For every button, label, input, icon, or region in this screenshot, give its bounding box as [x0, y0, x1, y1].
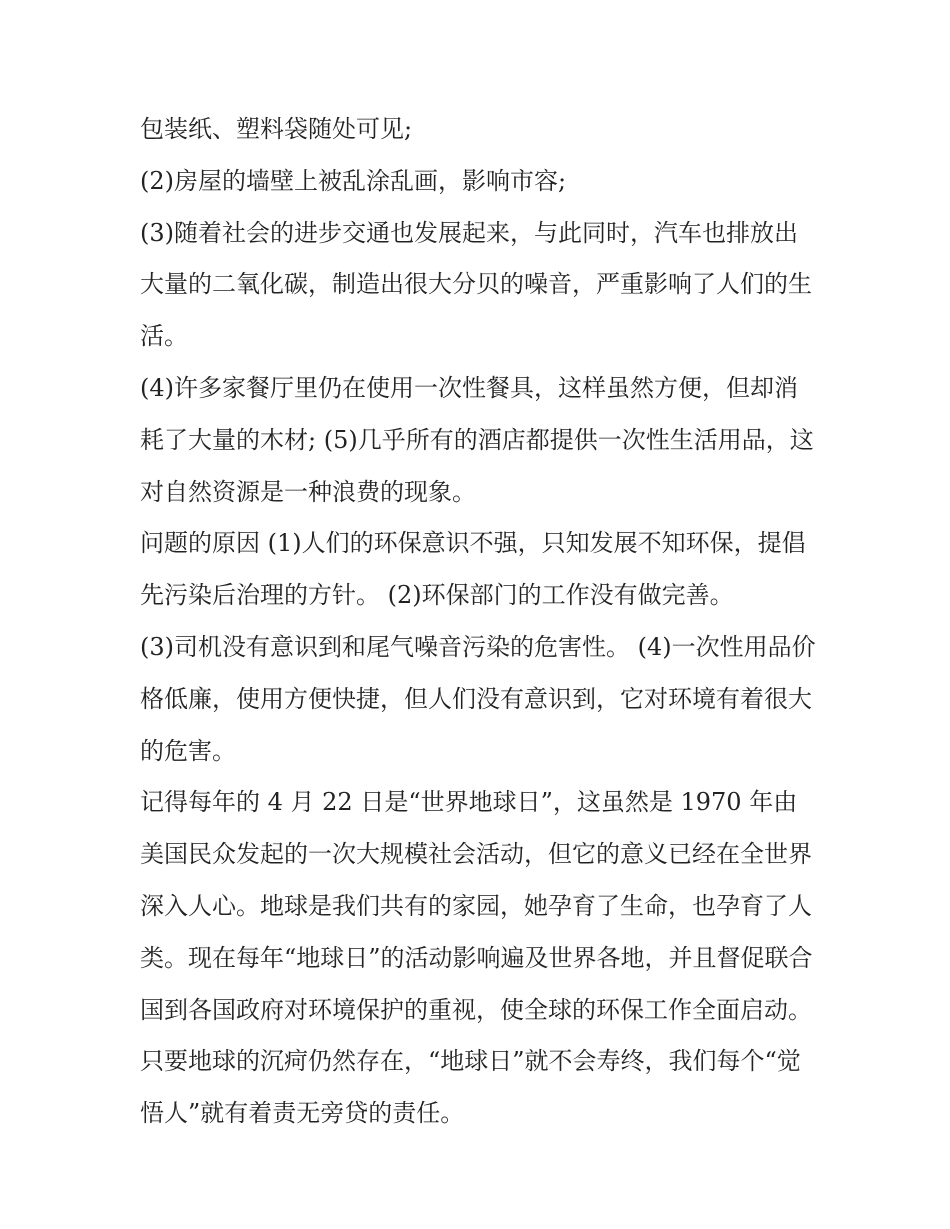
- document-body: [140, 104, 820, 1140]
- paragraph-traffic-pollution: (3)随着社会的进步交通也发展起来，与此同时，汽车也排放出大量的二氧化碳，制造出很大分贝的噪音，严重影响了人们的生活。: [140, 218, 812, 351]
- paragraph-disposable-items: (4)许多家餐厅里仍在使用一次性餐具，这样虽然方便，但却消耗了大量的木材; (5)几乎所有的酒店都提供一次性生活用品，这对自然资源是一种浪费的现象。: [140, 373, 814, 506]
- paragraph-problem-causes: 问题的原因 (1)人们的环保意识不强，只知发展不知环保，提倡先污染后治理的方针。 (2)环保部门的工作没有做完善。: [140, 529, 806, 610]
- paragraph-more-causes: (3)司机没有意识到和尾气噪音污染的危害性。 (4)一次性用品价格低廉，使用方便快捷，但人们没有意识到，它对环境有着很大的危害。: [140, 632, 816, 765]
- paragraph-graffiti: (2)房屋的墙壁上被乱涂乱画，影响市容;: [140, 166, 567, 195]
- paragraph-earth-day: 记得每年的 4 月 22 日是“世界地球日”，这虽然是 1970 年由美国民众发起的一次大规模社会活动，但它的意义已经在全世界深入人心。地球是我们共有的家园，她孕育了生命，也孕育了人类。现在每年“地球日”的活动影响遍及世界各地，并且督促联合国到各国政府对环境保护的重视，使全球的环保工作全面启动。只要地球的沉疴仍然存在，“地球日”就不会寿终，我们每个“觉悟人”就有着责无旁贷的责任。: [140, 788, 813, 1128]
- paragraph-litter: 包装纸、塑料袋随处可见;: [140, 115, 413, 143]
